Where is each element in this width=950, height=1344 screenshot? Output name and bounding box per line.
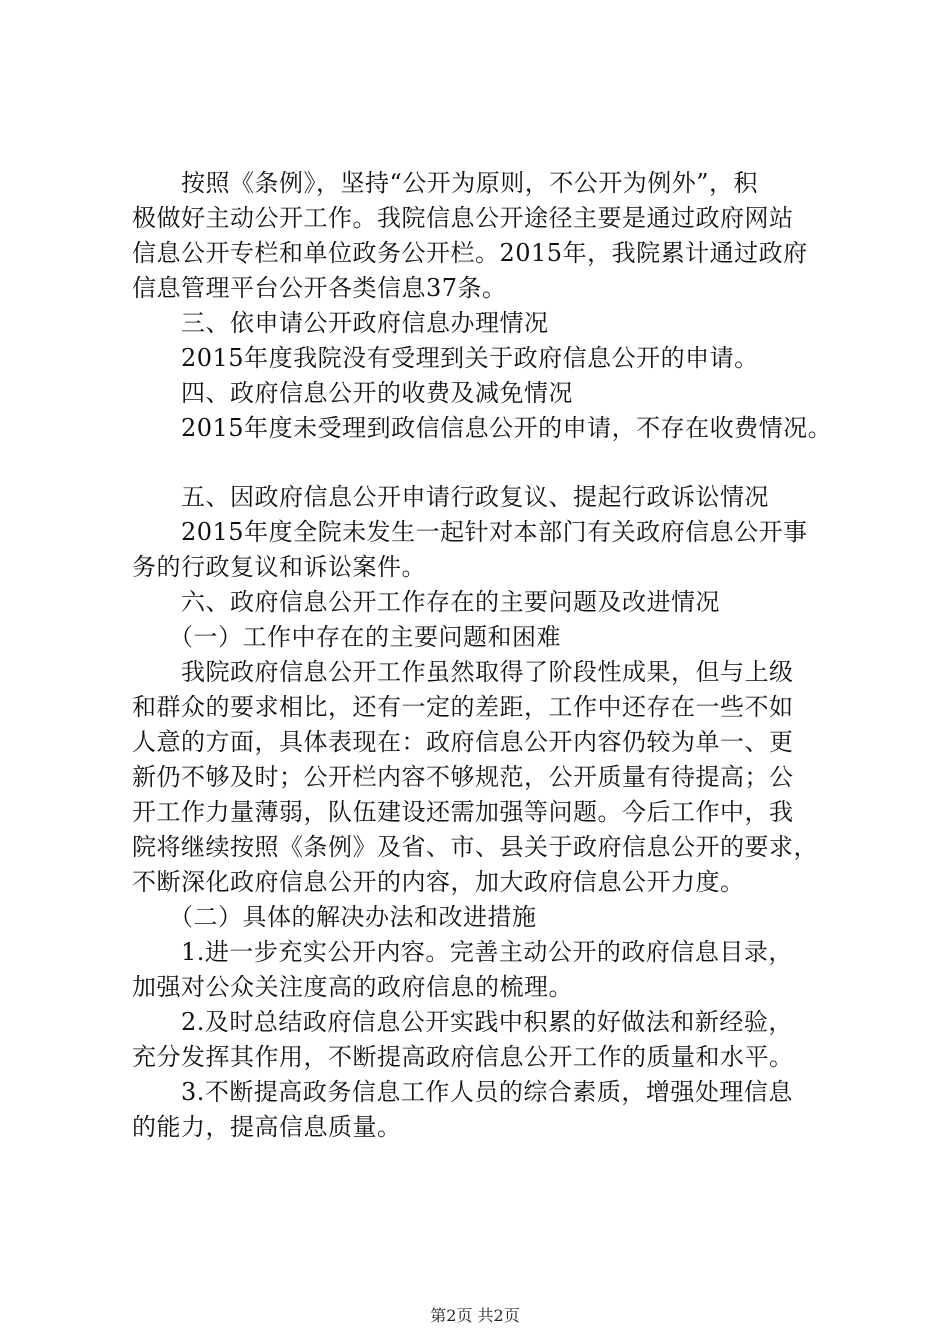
body-line: 新仍不够及时；公开栏内容不够规范，公开质量有待提高；公	[132, 763, 794, 791]
body-line: 和群众的要求相比，还有一定的差距，工作中还存在一些不如	[132, 693, 794, 721]
body-line: 极做好主动公开工作。我院信息公开途径主要是通过政府网站	[132, 204, 794, 232]
body-line: 开工作力量薄弱，队伍建设还需加强等问题。今后工作中，我	[132, 798, 794, 826]
list-item-continuation: 加强对公众关注度高的政府信息的梳理。	[132, 973, 573, 1001]
section-heading: 六、政府信息公开工作存在的主要问题及改进情况	[132, 588, 720, 616]
body-line: 2015年度全院未发生一起针对本部门有关政府信息公开事	[132, 518, 808, 546]
list-item-continuation: 的能力，提高信息质量。	[132, 1113, 402, 1141]
subsection-heading: （一）工作中存在的主要问题和困难	[132, 623, 561, 651]
body-line: 务的行政复议和诉讼案件。	[132, 553, 426, 581]
body-line: 信息公开专栏和单位政务公开栏。2015年，我院累计通过政府	[132, 239, 808, 267]
section-heading: 三、依申请公开政府信息办理情况	[132, 309, 549, 337]
body-line: 我院政府信息公开工作虽然取得了阶段性成果，但与上级	[132, 658, 794, 686]
document-body	[132, 166, 832, 1145]
subsection-heading: （二）具体的解决办法和改进措施	[132, 903, 537, 931]
body-line: 院将继续按照《条例》及省、市、县关于政府信息公开的要求，	[132, 833, 818, 861]
body-line: 人意的方面，具体表现在：政府信息公开内容仍较为单一、更	[132, 728, 794, 756]
list-item: 2.及时总结政府信息公开实践中积累的好做法和新经验，	[132, 1008, 793, 1036]
body-line: 信息管理平台公开各类信息37条。	[132, 274, 507, 302]
body-line: 2015年度未受理到政信信息公开的申请，不存在收费情况。	[132, 414, 833, 442]
body-line: 不断深化政府信息公开的内容，加大政府信息公开力度。	[132, 868, 745, 896]
list-item: 3.不断提高政务信息工作人员的综合素质，增强处理信息	[132, 1078, 793, 1106]
section-heading: 五、因政府信息公开申请行政复议、提起行政诉讼情况	[132, 483, 769, 511]
section-heading: 四、政府信息公开的收费及减免情况	[132, 379, 573, 407]
list-item: 1.进一步充实公开内容。完善主动公开的政府信息目录，	[132, 938, 793, 966]
body-line: 按照《条例》，坚持“公开为原则，不公开为例外”，积	[132, 169, 759, 197]
page-number-footer: 第2页 共2页	[430, 1306, 520, 1325]
blank-line	[132, 446, 832, 480]
list-item-continuation: 充分发挥其作用，不断提高政府信息公开工作的质量和水平。	[132, 1043, 794, 1071]
body-line: 2015年度我院没有受理到关于政府信息公开的申请。	[132, 344, 759, 372]
